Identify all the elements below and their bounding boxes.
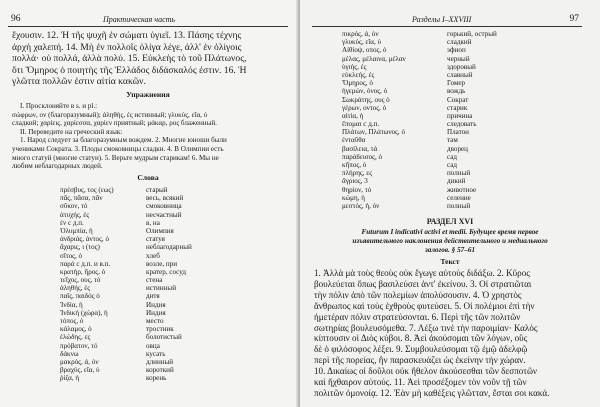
vocab-russian: дитя	[146, 292, 160, 301]
vocab-greek: ἐν с д.п.	[60, 218, 84, 227]
vocab-russian: неблагодарный	[146, 243, 192, 252]
vocab-row	[60, 284, 260, 292]
greek-line: ἔχουσιν. 12. Ἡ τῆς ψυχῆ ἐν σώματι ὑγιεῖ. 13. Πάσης τέχνης	[12, 30, 242, 41]
vocab-row	[60, 243, 260, 251]
vocab-row	[342, 71, 562, 79]
exercise-line: II. Переведите на греческий язык:	[20, 127, 123, 136]
vocab-greek: γλυκύς, εῖα, ύ	[342, 38, 382, 47]
vocab-row	[342, 153, 562, 161]
vocab-greek: Ἰνδική (χώρα), ἡ	[60, 308, 108, 317]
vocab-russian: статуя	[146, 235, 165, 244]
vocab-row	[342, 96, 562, 104]
greek-line: πολλά· οὐ πολλά, ἀλλὰ πολύ. 15. Εὐκλεὴς τὸ τοῦ Πλάτωνος,	[12, 53, 247, 64]
vocab-row	[342, 55, 562, 63]
exercise-line: любим неблагодарных людей.	[12, 162, 103, 171]
vocab-greek: κάλαμος, ὁ	[60, 325, 92, 334]
vocab-greek: ὑγιής, ές	[342, 62, 367, 71]
vocab-russian: следовать	[447, 120, 477, 129]
vocab-russian: там	[447, 136, 458, 145]
greek-line: βουλεύεται ὅπως βασιλεύσει ἀντ' ἐκείνου. 3. Οἱ στρατιῶται	[314, 278, 532, 289]
section-subtitle	[300, 228, 600, 254]
vocab-russian: длинный	[146, 357, 174, 366]
greek-line: ἡμετέραν πόλιν στρατεύσονται. 6. Περὶ τῆς τῶν πολιτῶν	[314, 311, 521, 322]
vocab-russian: селение	[447, 193, 471, 202]
vocab-russian: смоковница	[146, 202, 182, 211]
vocab-row	[342, 128, 562, 136]
vocab-row	[342, 87, 562, 95]
section-title: РАЗДЕЛ XVI	[426, 217, 474, 226]
vocab-russian: несчастный	[146, 210, 182, 219]
vocab-russian: здоровый	[447, 62, 476, 71]
exercise-line: I. Просклоняйте в s. и pl.:	[20, 102, 98, 110]
vocab-greek: αἰτία, ἡ	[342, 111, 364, 120]
vocab-russian: горький, острый	[447, 30, 497, 38]
text-heading: Текст	[440, 257, 460, 266]
right-running-title: Разделы I–XXVIII	[412, 15, 472, 24]
greek-line: σωτηρίας βουλευσόμεθα. 7. Λέξω τινὲ τὴν παροιμίαν· Καλὸς	[314, 322, 538, 333]
vocab-row	[60, 227, 260, 235]
vocab-row	[342, 136, 562, 144]
vocab-row	[342, 161, 562, 169]
vocab-row	[60, 350, 260, 358]
vocab-russian: овца	[146, 341, 160, 350]
vocab-russian: тростник	[146, 325, 174, 334]
vocab-row	[60, 333, 260, 341]
vocab-row	[60, 219, 260, 227]
greek-line: ἄνθρωπος καὶ τοὺς ἐχθροὺς φυτεύσει. 5. Οἱ πολέμιοι ἐπὶ τὴν	[314, 300, 535, 311]
vocab-greek: Ὅμηρος, ὁ	[342, 79, 373, 88]
vocab-row	[60, 260, 260, 268]
vocab-greek: σῖτος, ὁ	[60, 251, 83, 260]
vocab-greek: πᾶς, πᾶσα, πᾶν	[60, 194, 103, 203]
vocab-russian: причина	[447, 111, 473, 120]
vocab-row	[60, 342, 260, 350]
vocab-greek: ἑλώδης, ες	[60, 333, 91, 342]
vocab-row	[342, 79, 562, 87]
vocab-russian: полный	[447, 201, 471, 210]
vocab-row	[60, 211, 260, 219]
right-vocabulary-list	[342, 30, 562, 210]
exercises-text	[12, 102, 227, 171]
vocab-russian: хлеб	[146, 251, 160, 260]
vocab-row	[342, 38, 562, 46]
vocab-greek: εὐκλεής, ές	[342, 70, 375, 79]
vocab-greek: γέρων, οντος, ὁ	[342, 103, 387, 112]
exercise-line: учениками Сократа. 3. Плоды смоковницы сладки. 4. В Олимпии есть	[12, 144, 224, 153]
exercises-heading: Упражнения	[126, 90, 170, 99]
greek-line: πολιτῶν ὁμονοίᾳ. 12. Ἐὰν μὴ καθέξεις γλῶτταν, ἔσται σοι κακά.	[314, 387, 550, 398]
subtitle-line: залогов. § 57–61	[424, 245, 476, 254]
vocab-row	[60, 325, 260, 333]
greek-line: γλῶττα πολλῶν ἐστιν αἰτία κακῶν.	[12, 76, 146, 87]
vocab-row	[342, 104, 562, 112]
vocab-russian: в, на	[146, 218, 160, 227]
left-page-header	[8, 14, 288, 27]
vocab-row	[342, 194, 562, 202]
vocab-russian: славный	[447, 70, 473, 79]
vocab-row	[60, 252, 260, 260]
vocab-greek: πλήρης, ες	[342, 169, 373, 178]
vocab-greek: μέλας, μέλαινα, μέλαν	[342, 54, 406, 63]
vocab-greek: ἡγεμών, όνος, ὁ	[342, 87, 388, 96]
vocab-greek: μεστός, ἡ, όν	[342, 201, 380, 210]
greek-line: 1. Ἀλλὰ μὰ τοὺς θεοὺς οὐκ ἔγωγε αὐτοὺς διδάξω. 2. Κῦρος	[314, 268, 530, 278]
exercise-line: много статуй (многие статуи). 5. Верьте мудрым старикам! 6. Мы не	[12, 153, 219, 162]
vocab-row	[60, 374, 260, 382]
vocab-russian: возле, при	[146, 259, 178, 268]
vocab-russian: Олимпия	[146, 226, 174, 235]
vocab-greek: πρόβατον, τό	[60, 341, 98, 350]
vocab-row	[60, 301, 260, 309]
vocab-russian: кусать	[146, 349, 166, 358]
vocab-russian: Сократ	[447, 95, 469, 104]
vocab-russian: вождь	[447, 87, 466, 96]
vocab-russian: корень	[146, 374, 167, 383]
greek-line: ἀρχὴ χαλεπή. 14. Μὴ ἐν πολλοῖς ὀλίγα λέγε, ἀλλ' ἐν ὀλίγοις	[12, 41, 242, 53]
vocab-greek: ἀτυχής, ές	[60, 210, 90, 219]
vocab-russian: стена	[146, 276, 163, 285]
vocab-russian: Индия	[146, 300, 166, 309]
vocab-greek: μακρός, ά, όν	[60, 357, 99, 366]
vocab-russian: Платон	[447, 128, 469, 137]
vocab-greek: θηρίον, τό	[342, 185, 372, 194]
left-page-number: 96	[11, 14, 21, 24]
greek-line: δὲ ὁ φιλόσοφος λέξει. 9. Συμβουλεύσομαι τῷ ἐμῷ ἀδελφῷ	[314, 344, 528, 355]
vocab-row	[60, 309, 260, 317]
vocab-russian: весь, всякий	[146, 194, 184, 203]
vocab-greek: Ἰνδία, ἡ	[60, 300, 83, 309]
left-greek-text	[12, 30, 246, 88]
vocab-row	[342, 112, 562, 120]
vocab-greek: δάκνω	[60, 349, 79, 358]
subtitle-line: изъявительного наклонения действительного и медиального	[352, 236, 548, 245]
vocab-row	[342, 145, 562, 153]
vocab-greek: τόπος, ὁ	[60, 317, 84, 325]
greek-line: κίπτουσιν οἱ Διὸς κύβοι. 8. Ἀεὶ ἀκούσομαι τῶν λόγων, οὓς	[314, 333, 528, 344]
exercise-line: σώφρων, ον (благоразумный); ἀληθής, ές истинный; γλυκύς, εῖα, ύ	[12, 110, 208, 119]
vocab-row	[60, 235, 260, 243]
vocab-row	[60, 317, 260, 325]
vocab-russian: болотистый	[146, 333, 182, 342]
vocab-russian: старый	[146, 186, 168, 194]
vocab-greek: βασίλεια, τά	[342, 144, 378, 153]
vocab-row	[342, 169, 562, 177]
vocab-greek: τεῖχος, ους, τό	[60, 276, 101, 285]
vocab-russian: короткий	[146, 366, 174, 375]
vocab-russian: животное	[447, 185, 477, 194]
vocab-greek: Ὀλυμπία, ἡ	[60, 226, 93, 235]
vocab-greek: κῆπος, ὁ	[342, 161, 367, 169]
left-running-title: Практическая часть	[103, 15, 176, 24]
vocab-greek: ἄγριος, 3	[342, 177, 368, 186]
vocab-greek: ἀληθής, ές	[60, 284, 91, 293]
vocab-russian: сад	[447, 161, 457, 169]
vocab-row	[342, 46, 562, 54]
words-heading: Слова	[137, 173, 159, 182]
right-page-header	[312, 14, 582, 27]
vocab-greek: Πλάτων, Πλάτωνος, ὁ	[342, 128, 406, 137]
vocab-greek: παράδεισος, ὁ	[342, 152, 383, 161]
vocab-russian: дворец	[447, 144, 468, 153]
vocab-greek: πρέσβυς, τος (εως)	[60, 186, 114, 194]
vocab-russian: старик	[447, 103, 468, 112]
vocab-russian: полный	[447, 169, 471, 178]
vocab-row	[60, 366, 260, 374]
vocab-russian: эфиоп	[447, 46, 466, 55]
vocab-greek: βραχύς, εῖα, ύ	[60, 366, 100, 375]
vocab-greek: Αἰθίοψ, οπος, ὁ	[342, 46, 387, 55]
vocab-row	[60, 292, 260, 300]
vocab-row	[342, 63, 562, 71]
vocab-greek: ἕπομαι с д.п.	[342, 120, 380, 129]
vocab-row	[342, 177, 562, 185]
vocab-row	[60, 268, 260, 276]
right-page-number: 97	[569, 14, 579, 24]
vocab-row	[60, 358, 260, 366]
vocab-greek: κρατήρ, ῆρος, ὁ	[60, 267, 106, 276]
vocab-row	[60, 202, 260, 210]
greek-line: ὅτι Ὅμηρος ὁ ποιητὴς τῆς Ἑλλάδος διδάσκαλός ἐστιν. 16. Ἡ	[12, 64, 247, 76]
vocab-greek: ἄχαρις, ι (τος)	[60, 243, 100, 252]
vocab-russian: дикий	[447, 177, 466, 186]
vocab-russian: Гомер	[447, 79, 466, 88]
exercise-line: сладкий; χαρίεις, χαρίεσσα, χαρίεν приятный; μάκαρ, ρος блаженный.	[12, 119, 217, 128]
greek-line: 10. Δικαίως οἱ δοῦλοι οὐκ ἤθελον ἀκούσεσθαι τῶν δεσποτῶν	[314, 366, 538, 377]
right-greek-text	[314, 268, 549, 399]
vocab-russian: Индия	[146, 308, 166, 317]
vocab-greek: παρά с д.п. и в.п.	[60, 259, 111, 268]
vocab-greek: ἀνδριάς, άντος, ὁ	[60, 235, 110, 244]
greek-line: καὶ ἤχθαιρον αὐτούς. 11. Ἀεὶ προσέξομεν τὸν νοῦν τῇ τῶν	[314, 377, 527, 388]
vocab-greek: ῥίζα, ἡ	[60, 374, 80, 383]
vocab-greek: ἐνταῦθα	[342, 136, 366, 145]
vocab-russian: место	[146, 317, 164, 325]
right-page	[300, 0, 600, 407]
greek-line: τὴν πόλιν ἀπὸ τῶν πολεμίων ἀπολύσουσιν. 4. Ὁ χρηστὸς	[314, 289, 522, 300]
vocab-row	[60, 194, 260, 202]
greek-line: περὶ τῆς πορείας, ἣν παρασκευάζει ὡς ἐκείνην τὴν χώραν.	[314, 355, 526, 366]
vocab-greek: σῦκον, τό	[60, 202, 88, 211]
vocab-russian: черный	[447, 54, 470, 63]
vocab-russian: истинный	[146, 284, 176, 293]
subtitle-line: Futurum I indicativi activi et medii. Будущее время первое	[361, 228, 539, 236]
vocab-russian: сад	[447, 152, 457, 161]
vocab-row	[60, 186, 260, 194]
vocab-greek: πικρός, ά, όν	[342, 30, 379, 38]
vocab-row	[342, 186, 562, 194]
vocab-greek: Σωκράτης, ους ὁ	[342, 95, 390, 104]
vocab-row	[342, 120, 562, 128]
exercise-line: 1. Народ следует за благоразумным вождем. 2. Многие юноши были	[20, 136, 227, 145]
left-vocabulary-list	[60, 186, 260, 383]
vocab-greek: παῖς, παιδός ὁ	[60, 292, 100, 301]
vocab-row	[60, 276, 260, 284]
vocab-greek: κώμη, ἡ	[342, 193, 365, 202]
vocab-russian: сладкий	[447, 38, 472, 47]
vocab-row	[342, 30, 562, 38]
vocab-russian: кратер, сосуд	[146, 267, 186, 276]
vocab-row	[342, 202, 562, 210]
